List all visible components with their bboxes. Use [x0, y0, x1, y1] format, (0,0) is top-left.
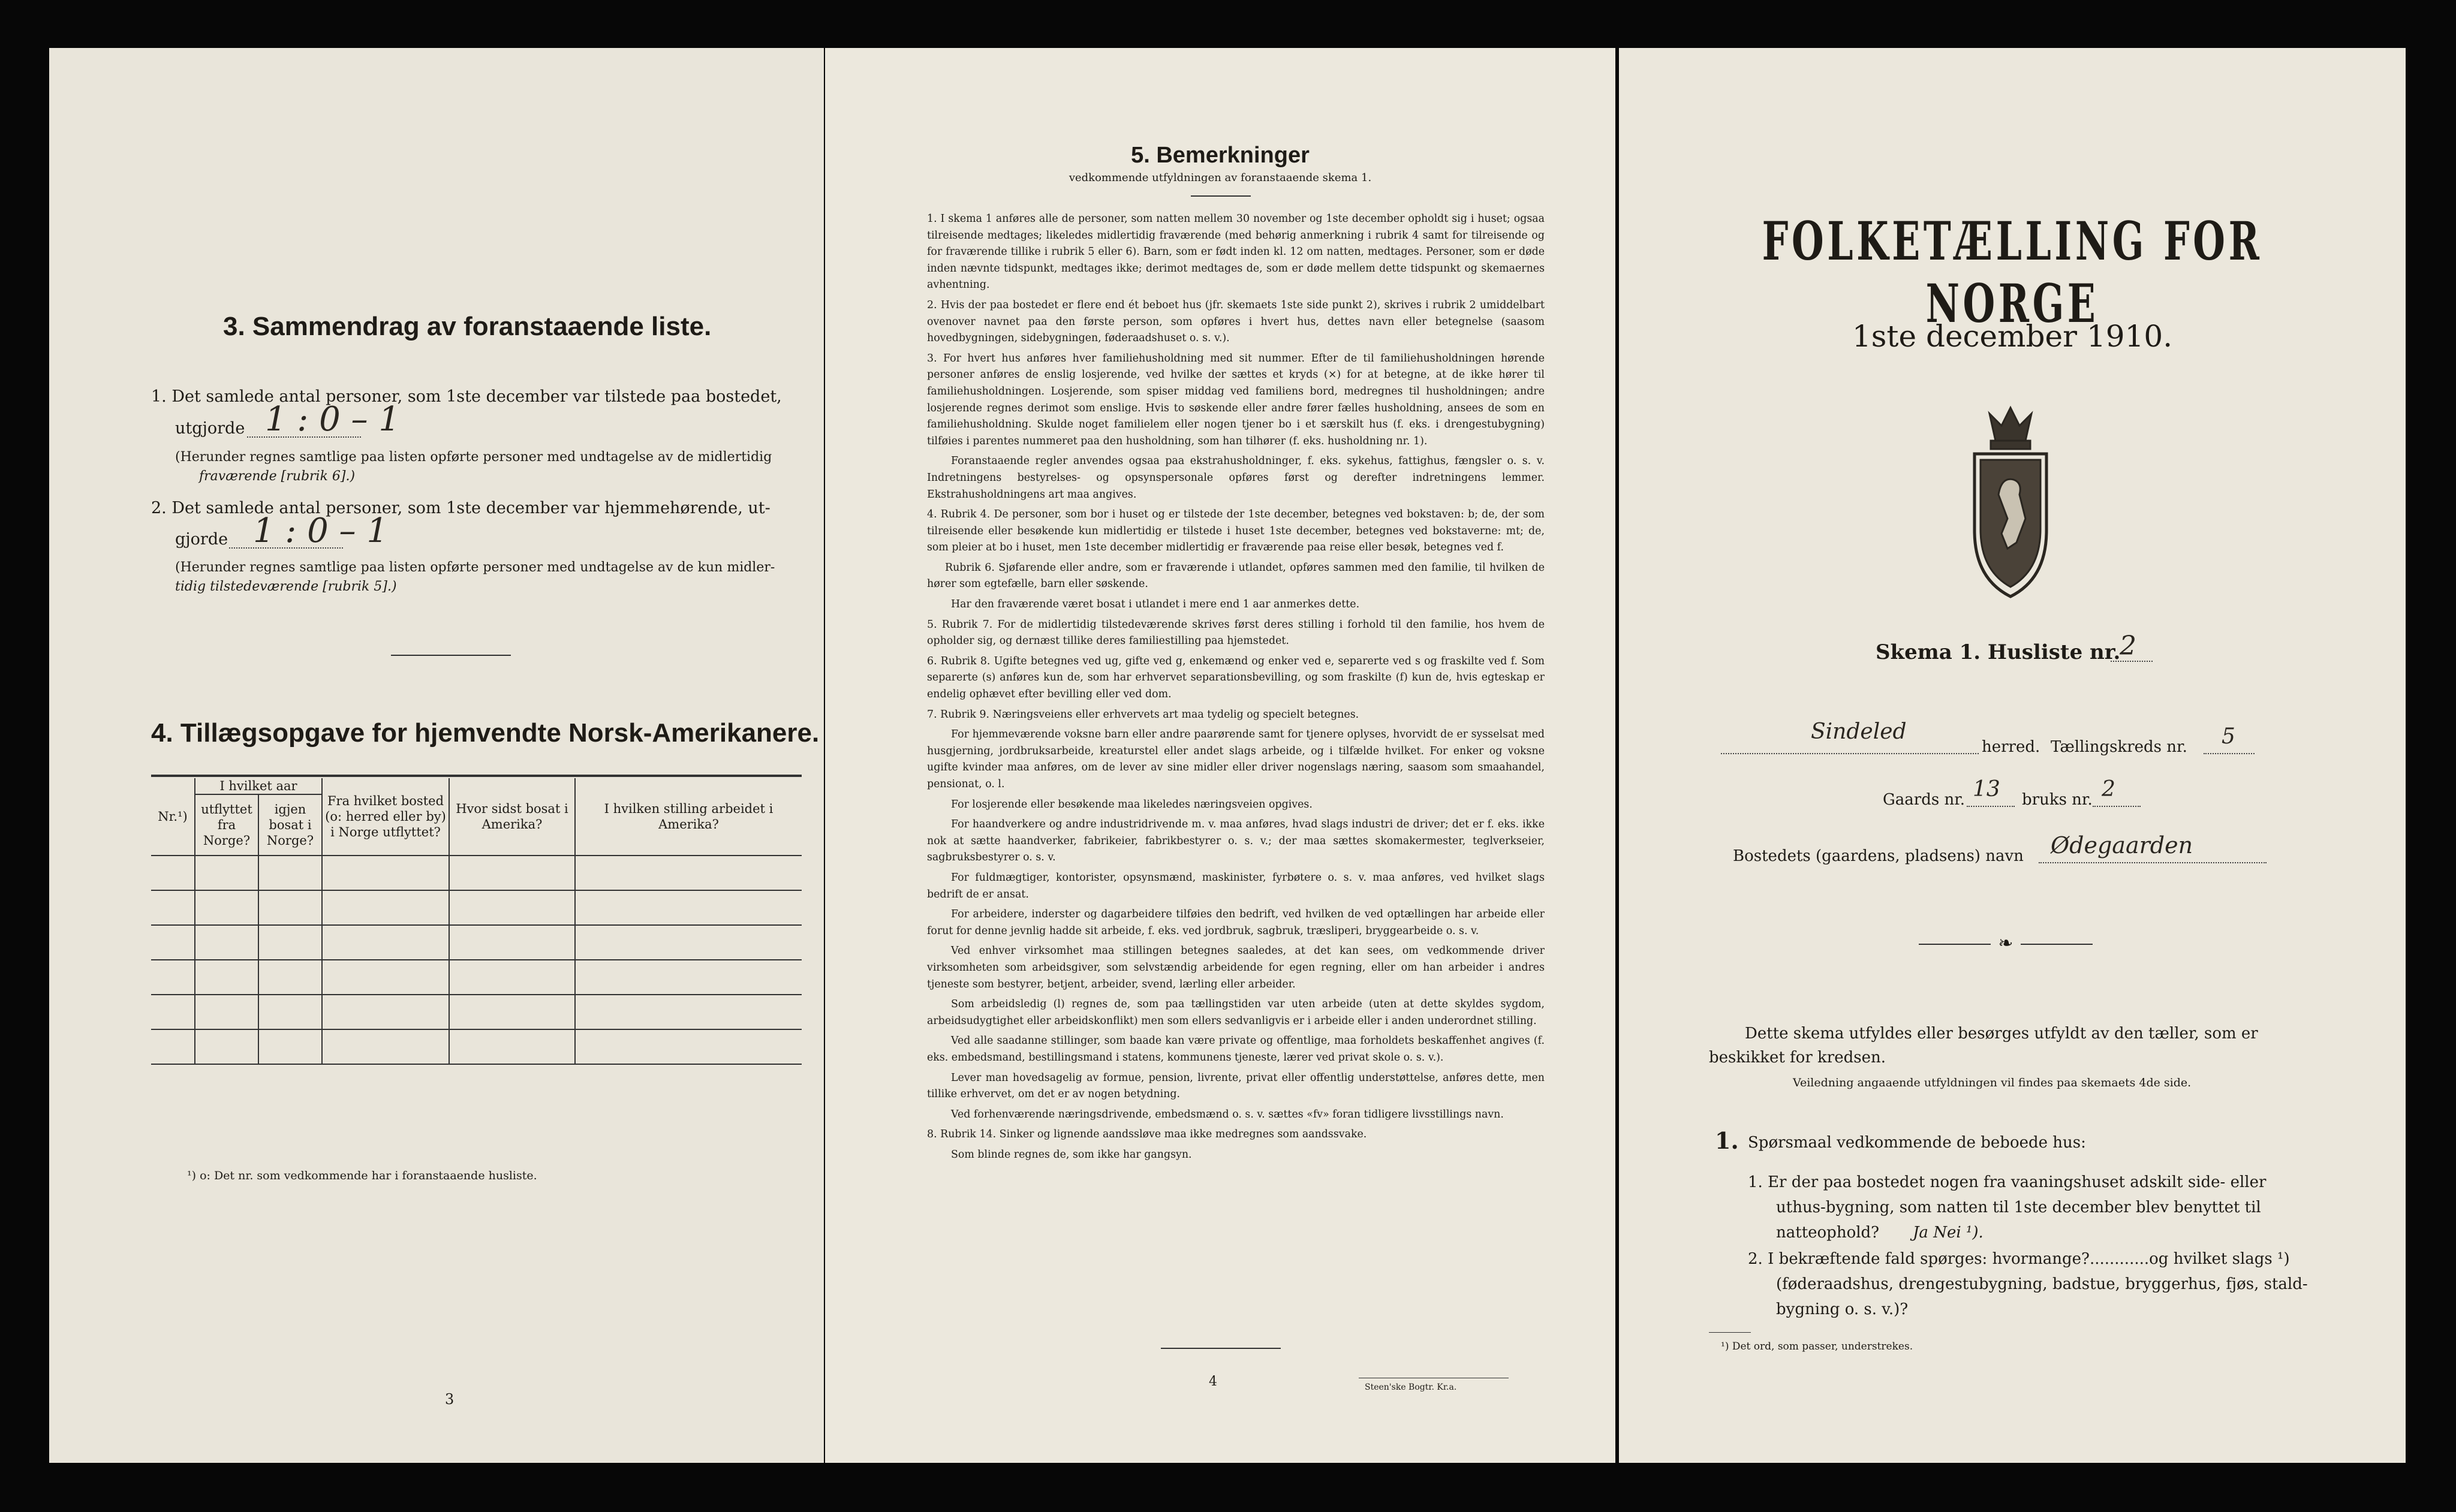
- question-1-handwritten: 1 : 0 – 1: [265, 400, 400, 439]
- question-1-note-1: (Herunder regnes samtlige paa listen opførte personer med undtagelse av de midlertidig: [175, 450, 772, 465]
- col-utflyttet: utflyttet fra Norge?: [195, 794, 258, 856]
- bruks-value: 2: [2102, 777, 2115, 802]
- remark-item: For losjerende eller besøkende maa likeledes næringsveien opgives.: [951, 798, 1313, 811]
- remark-item: 8. Rubrik 14. Sinker og lignende aandssløve maa ikke medregnes som aandssvake.: [927, 1128, 1367, 1141]
- title-rule: [1191, 195, 1251, 197]
- remark-item: For haandverkere og andre industridrivende m. v. maa anføres, hvad slags industri de driver; det er f. eks. ikke nok at sætte haandverker, fabrikeier, fabrikbestyrer o. s. v.; der maa sættes skomakermester, teglverkseier, sagbruksbestyrer o. s. v.: [927, 818, 1545, 864]
- main-title: FOLKETÆLLING FOR NORGE: [1762, 210, 2263, 335]
- page-number: 3: [445, 1391, 455, 1408]
- bosted-value: Ødegaarden: [2051, 832, 2193, 859]
- q1-line-3: natteophold?: [1776, 1224, 1880, 1242]
- q1-line-2: uthus-bygning, som natten til 1ste december blev benyttet til: [1776, 1198, 2261, 1216]
- remark-item: Som arbeidsledig (l) regnes de, som paa tællingstiden var uten arbeide (uten at dette skyldes sygdom, arbeidsudygtighet eller arbeidskonflikt) men som ellers sedvanligvis er i arbeide eller i anden underordnet stilling.: [927, 998, 1545, 1027]
- census-date: 1ste december 1910.: [1852, 319, 2173, 354]
- question-2-dotline: [229, 547, 343, 549]
- col-nr: Nr.¹): [151, 778, 195, 856]
- divider: [391, 655, 511, 656]
- page-number: 4: [1209, 1374, 1217, 1389]
- bruks-label: bruks nr.: [2022, 791, 2093, 809]
- question-2-note-2: tidig tilstedeværende [rubrik 5].): [175, 579, 397, 594]
- question-1-text: 1. Det samlede antal personer, som 1ste december var tilstede paa bostedet,: [151, 387, 782, 406]
- footnote: ¹) Det ord, som passer, understrekes.: [1721, 1341, 1913, 1353]
- question-2-utgjorde: gjorde: [175, 530, 228, 549]
- q2-line-2: (føderaadshus, drengestubygning, badstue, bryggerhus, fjøs, stald-: [1776, 1275, 2308, 1293]
- table-top-rule: [151, 775, 802, 777]
- table-row: [151, 960, 802, 995]
- gaards-value: 13: [1973, 777, 2000, 802]
- footnote: ¹) o: Det nr. som vedkommende har i foranstaaende husliste.: [187, 1169, 537, 1182]
- remark-item: Ved alle saadanne stillinger, som baade kan være private og offentlige, maa forholdets beskaffenhet angives (f. eks. embedsmand, bestillingsmand i statens, kommunens tjeneste, lærer ved privat skole o. s. v.).: [927, 1035, 1545, 1064]
- remark-item: Ved enhver virksomhet maa stillingen betegnes saaledes, at det kan sees, om vedkommende driver virksomheten som arbeidsgiver, som selvstændig arbeidende for egen regning, eller om han arbeider i andres tjeneste som bestyrer, betjent, arbeider, svend, lærling eller arbeider.: [927, 945, 1545, 990]
- intro-line-3: Veiledning angaaende utfyldningen vil findes paa skemaets 4de side.: [1793, 1076, 2192, 1089]
- herred-label: herred.: [1982, 738, 2040, 756]
- table-row: [151, 925, 802, 960]
- remark-item: 1. I skema 1 anføres alle de personer, som natten mellem 30 november og 1ste december opholdt sig i huset; ogsaa tilreisende medtages; likeledes midlertidig fraværende (med behørig anmerkning i rubrik 4 samt for tilreisende og for fraværende tillike i rubrik 5 eller 6). Barn, som er født inden kl. 12 om natten, medtages. Personer, som er døde inden nævnte tidspunkt, medtages ikke; derimot medtages de, som er døde mellem dette tidspunkt og skemaernes avhentning.: [927, 213, 1545, 291]
- bruks-dotline: [2093, 806, 2141, 807]
- q1-line-1: 1. Er der paa bostedet nogen fra vaaningshuset adskilt side- eller: [1748, 1173, 2267, 1191]
- cover-page: [1619, 48, 2406, 1463]
- question-1-note-2: fraværende [rubrik 6].): [199, 469, 356, 484]
- bosted-label: Bostedets (gaardens, pladsens) navn: [1733, 847, 2024, 865]
- kreds-dotline: [2204, 753, 2255, 754]
- end-rule: [1161, 1348, 1281, 1349]
- q2-line-3: bygning o. s. v.)?: [1776, 1300, 1909, 1318]
- col-fra-bosted: Fra hvilket bosted (o: herred eller by) i Norge utflyttet?: [322, 778, 449, 856]
- q1-answer: Ja Nei ¹).: [1913, 1224, 1984, 1242]
- col-hvilket-aar: I hvilket aar: [195, 778, 322, 794]
- remark-item: 7. Rubrik 9. Næringsveiens eller erhvervets art maa tydelig og specielt betegnes.: [927, 708, 1359, 721]
- remark-item: Foranstaaende regler anvendes ogsaa paa ekstrahusholdninger, f. eks. sykehus, fattighus, fængsler o. s. v. Indretningens bestyrelses- og opsynspersonale opføres først og derefter indretningens lemmer. Ekstrahusholdningens art maa angives.: [927, 455, 1545, 501]
- norsk-amerikanere-table: [151, 778, 802, 1065]
- section-4-title: 4. Tillægsopgave for hjemvendte Norsk-Amerikanere.: [151, 718, 820, 748]
- page-4: [825, 48, 1615, 1463]
- remark-item: Lever man hovedsagelig av formue, pension, livrente, privat eller offentlig understøttelse, anføres dette, men tillike erhvervet, om det er av nogen betydning.: [927, 1071, 1545, 1101]
- question-2-note-1: (Herunder regnes samtlige paa listen opførte personer med undtagelse av de kun midler-: [175, 560, 775, 575]
- kreds-value: 5: [2222, 724, 2235, 749]
- question-2-text: 2. Det samlede antal personer, som 1ste december var hjemmehørende, ut-: [151, 499, 770, 517]
- ornament-icon: ❧: [1991, 933, 2021, 954]
- remark-item: 3. For hvert hus anføres hver familiehusholdning med sit nummer. Efter de til familiehusholdningen hørende personer anføres de enslig losjerende, ved hvilke der sættes et kryds (×) for at betegne, at de ikke hører til familiehusholdningen. Losjerende, som spiser middag ved familiens bord, medregnes til husholdningen; andre losjerende regnes derimot som enslige. Hvis to søskende eller andre fører fælles husholdning, ansees de som en familiehusholdning. Skulde noget familielem eller nogen tjener bo i et særskilt hus (f. eks. i drengestubygning) tilføies i parentes nummeret paa den husholdning, som han tilhører (f. eks. husholdning nr. 1).: [927, 352, 1545, 447]
- printer-imprint: Steen'ske Bogtr. Kr.a.: [1365, 1383, 1457, 1392]
- intro-line-1: Dette skema utfyldes eller besørges utfyldt av den tæller, som er: [1745, 1025, 2258, 1043]
- question-1-dotline: [247, 436, 361, 438]
- col-hvor-bosat: Hvor sidst bosat i Amerika?: [449, 778, 575, 856]
- table-row: [151, 890, 802, 925]
- col-stilling: I hvilken stilling arbeidet i Amerika?: [575, 778, 802, 856]
- remark-item: 5. Rubrik 7. For de midlertidig tilstedeværende skrives først deres stilling i forhold til den familie, hos hvem de opholder sig, og dernæst tillike deres familiestilling paa hjemstedet.: [927, 618, 1545, 647]
- question-number: 1.: [1715, 1127, 1739, 1154]
- remark-item: For hjemmeværende voksne barn eller andre paarørende samt for tjenere oplyses, hvorvidt de er sysselsat med husgjerning, jordbruksarbeide, kreaturstel eller andet slags arbeide, og i tilfælde hvilket. For enker og voksne ugifte kvinder maa anføres, om de lever av sine midler eller driver nogenslags næring, saasom som smaahandel, pensionat, o. l.: [927, 728, 1545, 790]
- remarks-body: [927, 211, 1545, 1167]
- bosted-dotline: [2039, 862, 2267, 863]
- coat-of-arms-icon: [1966, 399, 2055, 609]
- remarks-title: 5. Bemerkninger: [1131, 143, 1310, 168]
- gaards-label: Gaards nr.: [1883, 791, 1966, 809]
- remark-item: Som blinde regnes de, som ikke har gangsyn.: [951, 1148, 1192, 1161]
- question-heading: Spørsmaal vedkommende de beboede hus:: [1748, 1134, 2086, 1152]
- remarks-subtitle: vedkommende utfyldningen av foranstaaende skema 1.: [1069, 171, 1372, 184]
- husliste-number: 2: [2120, 631, 2136, 661]
- footnote-rule: [1709, 1332, 1751, 1333]
- table-row: [151, 1029, 802, 1064]
- remark-item: Har den fraværende været bosat i utlandet i mere end 1 aar anmerkes dette.: [951, 598, 1360, 611]
- remark-item: For arbeidere, inderster og dagarbeidere tilføies den bedrift, ved hvilken de ved optællingen har arbeide eller forut for denne jevnlig hadde sit arbeide, f. eks. ved jordbruk, sagbruk, træsliperi, bryggearbeide o. s. v.: [927, 908, 1545, 937]
- col-igjen-bosat: igjen bosat i Norge?: [258, 794, 322, 856]
- remark-item: Ved forhenværende næringsdrivende, embedsmænd o. s. v. sættes «fv» foran tidligere livsstillings navn.: [951, 1108, 1504, 1121]
- herred-value: Sindeled: [1811, 719, 1907, 744]
- section-3-title: 3. Sammendrag av foranstaaende liste.: [223, 312, 712, 341]
- kreds-label: Tællingskreds nr.: [2051, 738, 2187, 756]
- skema-label: Skema 1. Husliste nr.: [1876, 640, 2121, 664]
- question-2-handwritten: 1 : 0 – 1: [253, 511, 388, 550]
- remark-item: 2. Hvis der paa bostedet er flere end ét beboet hus (jfr. skemaets 1ste side punkt 2), skrives i rubrik 2 umiddelbart ovenover navnet paa den første person, som opføres i hvert hus, dettes navn eller betegnelse (saasom hovedbygningen, sidebygningen, føderaadshuset o. s. v.).: [927, 299, 1545, 345]
- page-3: [49, 48, 824, 1463]
- remark-item: For fuldmægtiger, kontorister, opsynsmænd, maskinister, fyrbøtere o. s. v. maa anføres, ved hvilket slags bedrift de er ansat.: [927, 871, 1545, 900]
- intro-line-2: beskikket for kredsen.: [1709, 1049, 1886, 1067]
- remark-item: Rubrik 6. Sjøfarende eller andre, som er fraværende i utlandet, opføres sammen med den familie, til hvilken de hører som egtefælle, barn eller søskende.: [927, 561, 1545, 591]
- question-1-utgjorde: utgjorde: [175, 419, 245, 438]
- remark-item: 4. Rubrik 4. De personer, som bor i huset og er tilstede der 1ste december, betegnes ved bokstaven: b; de, der som tilreisende eller besøkende kun midlertidig er tilstede i huset 1ste december, betegnes ved bokstaverne: mt; de, som pleier at bo i huset, men 1ste december midlertidig er fraværende paa reise eller besøk, betegnes ved f.: [927, 508, 1545, 554]
- table-row: [151, 856, 802, 890]
- q2-line-1: 2. I bekræftende fald spørges: hvormange?............og hvilket slags ¹): [1748, 1250, 2290, 1268]
- husliste-dotline: [2111, 661, 2153, 662]
- gaards-dotline: [1967, 806, 2015, 807]
- remark-item: 6. Rubrik 8. Ugifte betegnes ved ug, gifte ved g, enkemænd og enker ved e, separerte ved s og fraskilte ved f. Som separerte (s) anføres kun de, som har erhvervet separationsbevilling, og som fraskilte (f) kun de, hvis egteskap er endelig ophævet efter bevilling eller ved dom.: [927, 655, 1545, 701]
- table-row: [151, 995, 802, 1029]
- herred-dotline: [1721, 753, 1979, 754]
